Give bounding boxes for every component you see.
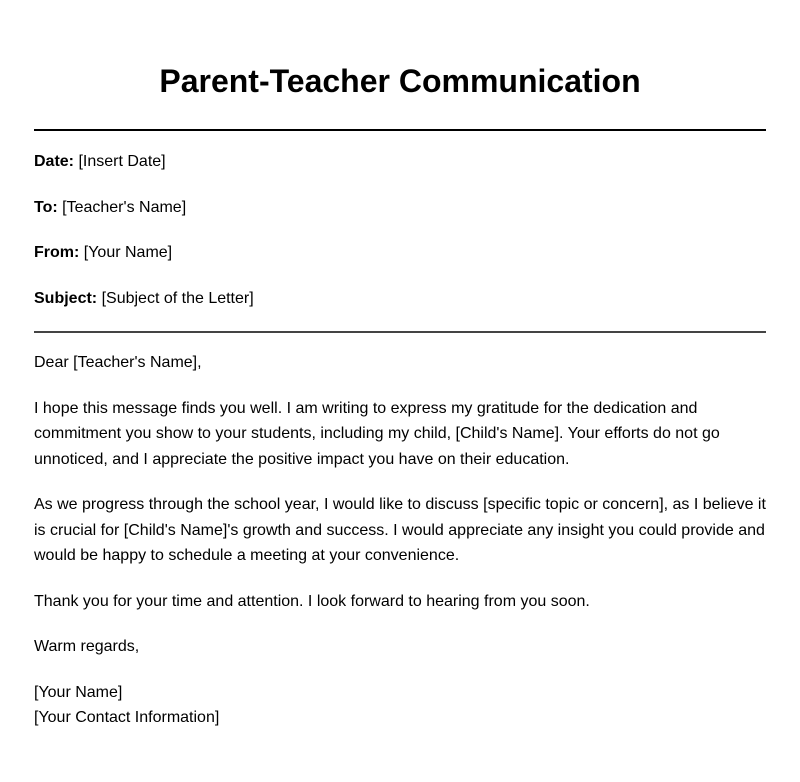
header-divider: [34, 331, 766, 333]
salutation: Dear [Teacher's Name],: [34, 354, 202, 371]
subject-label: Subject:: [34, 290, 98, 307]
from-label: From:: [34, 244, 80, 261]
subject-line: [34, 289, 766, 309]
to-label: To:: [34, 199, 58, 216]
from-value: [Your Name]: [83, 244, 173, 261]
paragraph-thanks: Thank you for your time and attention. I look forward to hearing from you soon.: [34, 592, 590, 610]
paragraph-gratitude: I hope this message finds you well. I am writing to express my gratitude for the dedication and commitment you show to your students, including my child, [Child's Name]. Your efforts do not go unnoticed, and I appreciate the positive impact you have on their education.: [34, 399, 720, 468]
closing: Warm regards,: [34, 638, 140, 655]
letter-header: [34, 152, 766, 309]
to-value: [Teacher's Name]: [62, 199, 187, 216]
page-title: Parent-Teacher Communication: [159, 63, 641, 99]
to-line: [34, 198, 766, 218]
subject-value: [Subject of the Letter]: [101, 290, 254, 307]
title-divider: [34, 129, 766, 131]
date-label: Date:: [34, 153, 75, 170]
signature-block: [34, 680, 766, 730]
signature-contact: [Your Contact Information]: [34, 708, 220, 726]
from-line: [34, 243, 766, 263]
signature-name: [Your Name]: [34, 683, 123, 701]
date-line: [34, 152, 766, 172]
paragraph-discussion: As we progress through the school year, I would like to discuss [specific topic or concern], as I believe it is crucial for [Child's Name]'s growth and success. I would appreciate any insight you could provide and would be happy to schedule a meeting at your convenience.: [34, 496, 766, 564]
date-value: [Insert Date]: [78, 153, 166, 170]
